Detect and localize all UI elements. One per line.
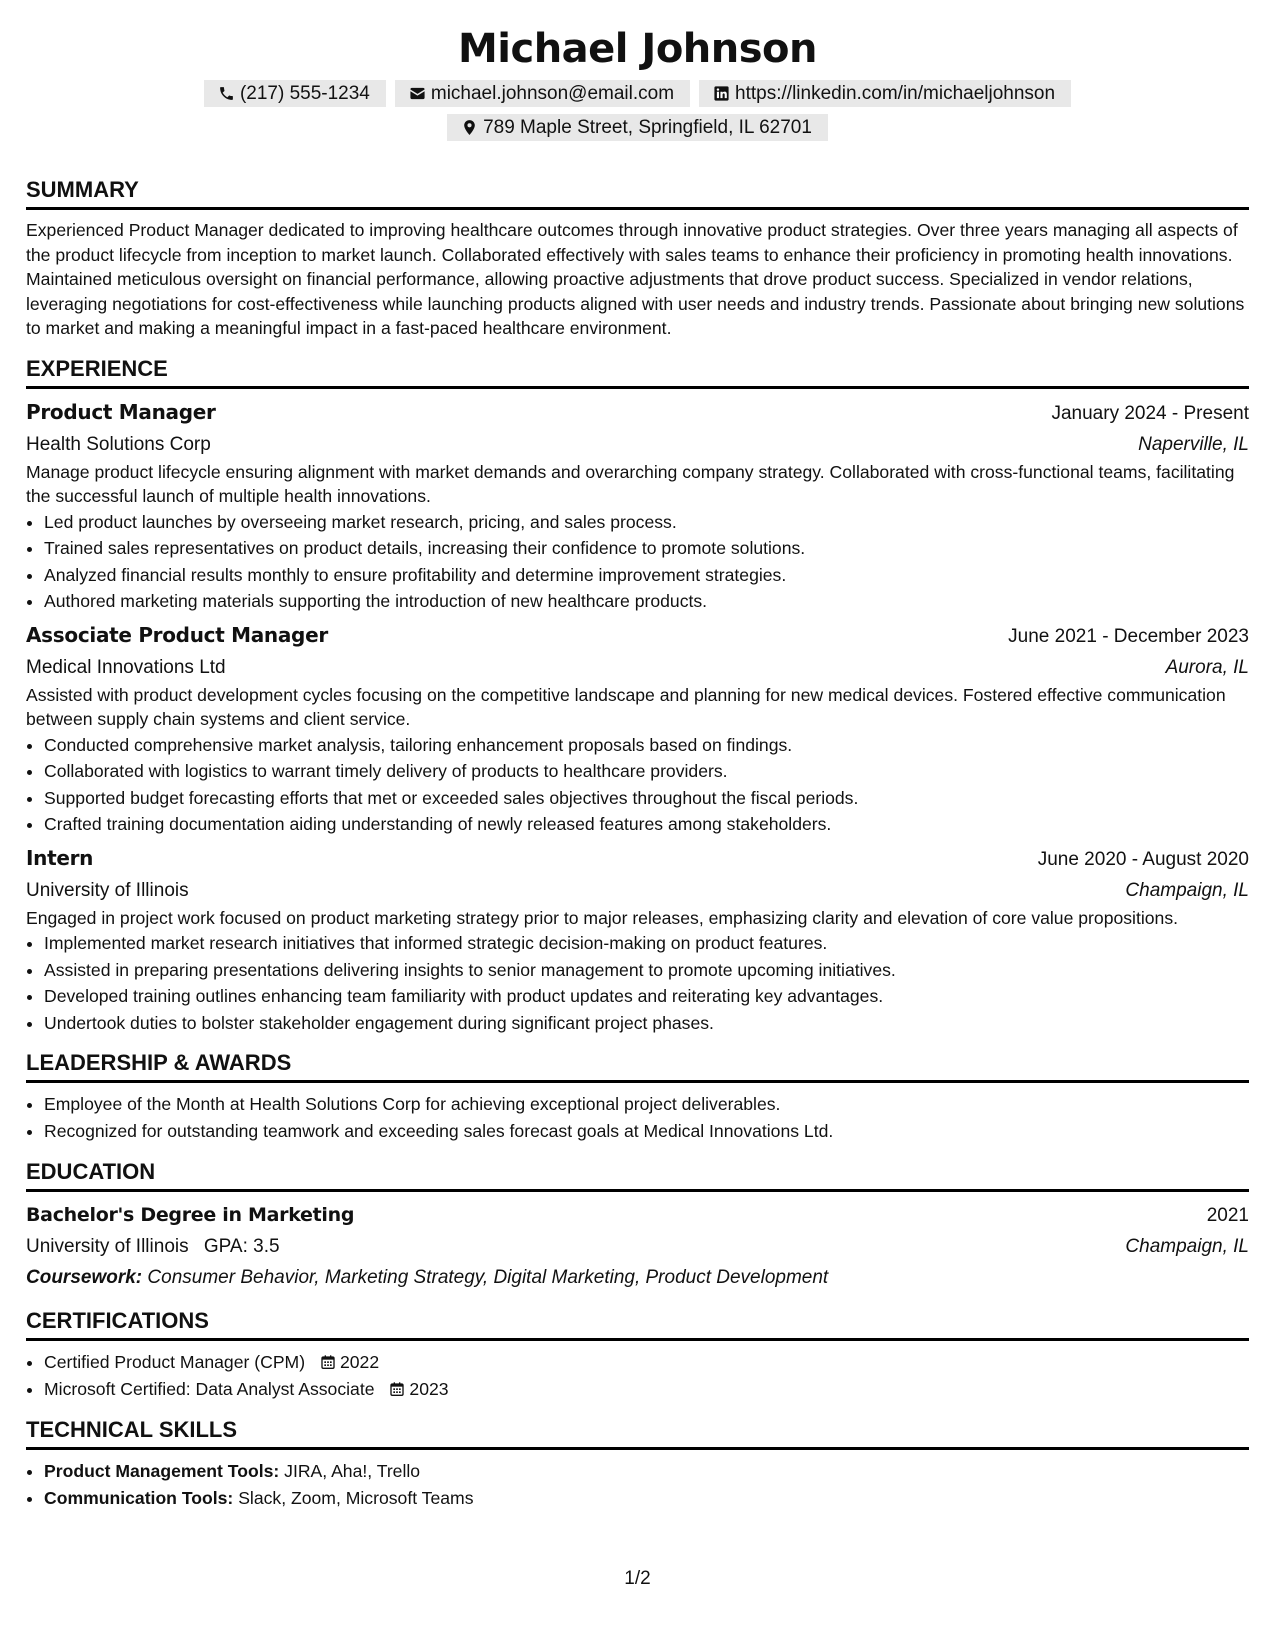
coursework-label: Coursework: [26,1267,143,1288]
degree-title: Bachelor's Degree in Marketing [26,1204,355,1226]
job-title: Product Manager [26,399,216,424]
education-heading: EDUCATION [26,1159,1249,1192]
summary-heading: SUMMARY [26,177,1249,210]
coursework-text: Consumer Behavior, Marketing Strategy, Digital Marketing, Product Development [147,1267,829,1288]
resume-page [26,0,1249,1511]
job-dates: January 2024 - Present [1051,402,1249,424]
certifications-section [26,1308,1249,1402]
skill-value: JIRA, Aha!, Trello [284,1461,421,1481]
cert-name: Certified Product Manager (CPM) [44,1352,306,1372]
job-entry [26,843,1249,1037]
list-item: • Trained sales representatives on product details, increasing their confidence to promote solutions. [44,535,1249,562]
job-entry [26,620,1249,838]
job-entry [26,397,1249,615]
job-dates: June 2020 - August 2020 [1037,848,1249,870]
calendar-icon [320,1351,336,1367]
certifications-heading: CERTIFICATIONS [26,1308,1249,1341]
experience-heading: EXPERIENCE [26,356,1249,389]
list-item: • Collaborated with logistics to warrant timely delivery of products to healthcare providers. [44,758,1249,785]
address-row [26,114,1249,141]
cert-name: Microsoft Certified: Data Analyst Associate [44,1378,375,1399]
job-dates: June 2021 - December 2023 [1008,625,1249,647]
cert-year: 2022 [339,1352,380,1372]
list-item: • Assisted in preparing presentations delivering insights to senior management to promote upcoming initiatives. [44,957,1249,984]
list-item [44,1376,1249,1403]
certifications-list [26,1349,1249,1402]
cert-year: 2023 [409,1378,449,1399]
list-item: • Undertook duties to bolster stakeholder engagement during significant project phases. [44,1010,1249,1037]
summary-text: Experienced Product Manager dedicated to improving healthcare outcomes through innovative product strategies. Over three years managing all aspects of the product lifecycle from inception to market launch. Collaborated effectively with sales teams to enhance their proficiency in promoting health innovations. Maintained meticulous oversight on financial performance, allowing proactive adjustments that drove product success. Specialized in vendor relations, leveraging negotiations for cost-effectiveness while launching products aligned with user needs and industry trends. Passionate about bringing new solutions to market and making a meaningful impact in a fast-paced healthcare environment. [26,220,1245,338]
list-item: • Authored marketing materials supporting the introduction of new healthcare products. [44,588,1249,615]
envelope-icon [409,85,426,102]
list-item [44,1458,1249,1485]
school-location: Champaign, IL [1125,1236,1249,1257]
phone-chip[interactable] [204,80,386,107]
leadership-section [26,1050,1249,1144]
graduation-year: 2021 [1206,1205,1249,1226]
address-text: 789 Maple Street, Springfield, IL 62701 [483,117,812,138]
address-chip [447,114,828,141]
list-item: • Supported budget forecasting efforts that met or exceeded sales objectives throughout the fiscal periods. [44,785,1249,812]
list-item: • Conducted comprehensive market analysis, tailoring enhancement proposals based on findings. [44,732,1249,759]
job-location: Naperville, IL [1138,433,1249,455]
skills-section [26,1417,1249,1511]
list-item: • Implemented market research initiatives that informed strategic decision-making on product features. [44,930,1249,957]
page-number: 1/2 [624,1568,651,1589]
phone-text: (217) 555-1234 [239,83,370,104]
job-bullets [26,732,1249,838]
job-bullets [26,930,1249,1036]
job-title: Intern [26,845,94,870]
calendar-icon [389,1378,405,1394]
phone-icon [218,85,235,102]
list-item [44,1485,1249,1512]
skill-value: Slack, Zoom, Microsoft Teams [238,1487,474,1508]
job-title: Associate Product Manager [26,622,328,647]
job-description: Manage product lifecycle ensuring alignment with market demands and overarching company strategy. Collaborated with cross-functional teams, facilitating the successful launch of multiple health innovations. [26,461,1235,506]
job-company: University of Illinois [26,879,189,901]
leadership-bullets [26,1091,1249,1144]
education-section [26,1159,1249,1293]
email-chip[interactable] [395,80,690,107]
job-description: Assisted with product development cycles focusing on the competitive landscape and planning for new medical devices. Fostered effective communication between supply chain systems and client service. [26,684,1226,729]
job-company: Health Solutions Corp [26,433,211,455]
list-item [44,1349,1249,1376]
skills-list [26,1458,1249,1511]
skill-label: Communication Tools: [44,1487,234,1508]
job-company: Medical Innovations Ltd [26,656,226,678]
candidate-name: Michael Johnson [457,26,818,72]
linkedin-chip[interactable] [699,80,1071,107]
summary-section [26,177,1249,341]
coursework [26,1262,1249,1293]
list-item: • Employee of the Month at Health Solutions Corp for achieving exceptional project deliverables. [44,1091,1249,1118]
experience-section [26,356,1249,1037]
linkedin-text: https://linkedin.com/in/michaeljohnson [735,83,1056,104]
job-location: Champaign, IL [1125,879,1249,901]
gpa: GPA: 3.5 [203,1236,280,1257]
school-name: University of Illinois [26,1236,189,1257]
leadership-heading: LEADERSHIP & AWARDS [26,1050,1249,1083]
list-item: • Developed training outlines enhancing team familiarity with product updates and reiterating key advantages. [44,983,1249,1010]
linkedin-icon [713,85,730,102]
list-item: • Analyzed financial results monthly to ensure profitability and determine improvement strategies. [44,562,1249,589]
skill-label: Product Management Tools: [44,1461,280,1481]
skills-heading: TECHNICAL SKILLS [26,1417,1249,1450]
job-description: Engaged in project work focused on product marketing strategy prior to major releases, emphasizing clarity and elevation of core value propositions. [26,907,1179,928]
job-location: Aurora, IL [1165,656,1249,678]
job-bullets [26,509,1249,615]
list-item: • Recognized for outstanding teamwork and exceeding sales forecast goals at Medical Innovations Ltd. [44,1118,1249,1145]
list-item: • Crafted training documentation aiding understanding of newly released features among stakeholders. [44,811,1249,838]
email-text: michael.johnson@email.com [430,83,675,104]
map-marker-icon [461,119,478,136]
contact-row [26,80,1249,107]
list-item: • Led product launches by overseeing market research, pricing, and sales process. [44,509,1249,536]
